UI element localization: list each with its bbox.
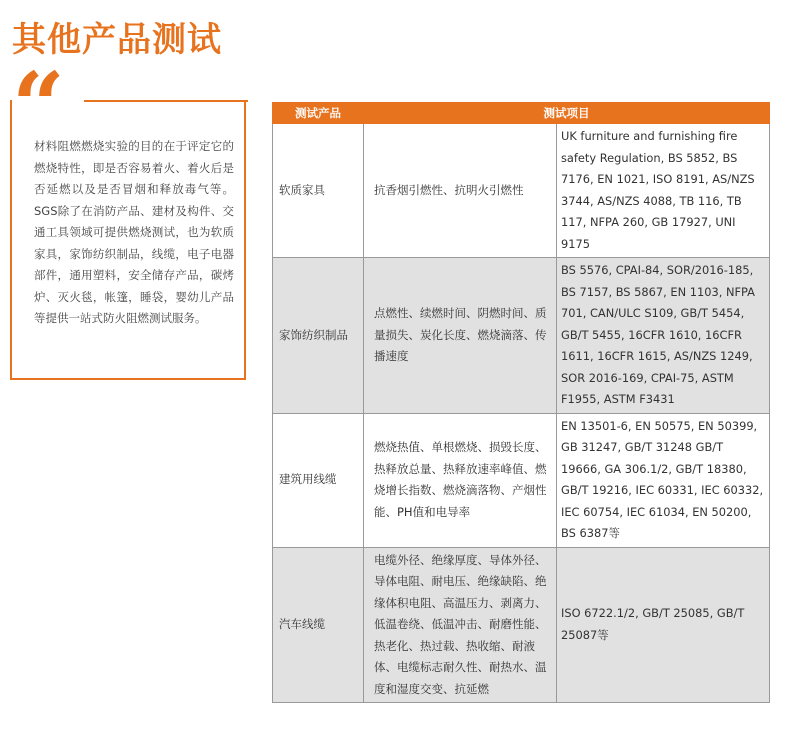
header-items: 测试项目 <box>364 103 770 124</box>
standards-cell: BS 5576, CPAI-84, SOR/2016-185, BS 7157, BS 5867, EN 1103, NFPA 701, CAN/ULC S109, GB/T 5454, GB/T 5455, 16CFR 1610, 16CFR 1611, 16CFR 1615, AS/NZS 1249, SOR 2016-169, CPAI-75, ASTM F1955, ASTM F3431 <box>557 258 770 414</box>
table-row <box>273 258 770 414</box>
quote-mark-icon: “ <box>12 60 69 152</box>
standards-cell: ISO 6722.1/2, GB/T 25085, GB/T 25087等 <box>557 547 770 703</box>
test-table <box>272 102 770 703</box>
test-items-cell: 抗香烟引燃性、抗明火引燃性 <box>364 124 557 258</box>
table-row <box>273 413 770 547</box>
product-cell: 软质家具 <box>273 124 364 258</box>
intro-box-top-border <box>84 100 248 102</box>
test-items-cell: 燃烧热值、单根燃烧、损毁长度、热释放总量、热释放速率峰值、燃烧增长指数、燃烧滴落物、产烟性能、PH值和电导率 <box>364 413 557 547</box>
product-cell: 家饰纺织制品 <box>273 258 364 414</box>
standards-cell: EN 13501-6, EN 50575, EN 50399, GB 31247, GB/T 31248 GB/T 19666, GA 306.1/2, GB/T 18380, GB/T 19216, IEC 60331, IEC 60332, IEC 60754, IEC 61034, EN 50200, BS 6387等 <box>557 413 770 547</box>
page-title: 其他产品测试 <box>12 20 222 60</box>
header-product: 测试产品 <box>273 103 364 124</box>
table-row <box>273 547 770 703</box>
test-items-cell: 电缆外径、绝缘厚度、导体外径、导体电阻、耐电压、绝缘缺陷、绝缘体积电阻、高温压力、剥离力、低温卷绕、低温冲击、耐磨性能、热老化、热过载、热收缩、耐液体、电缆标志耐久性、耐热水、温度和湿度交变、抗延燃 <box>364 547 557 703</box>
product-cell: 建筑用线缆 <box>273 413 364 547</box>
intro-text: 材料阻燃燃烧实验的目的在于评定它的燃烧特性，即是否容易着火、着火后是否延燃以及是否冒烟和释放毒气等。SGS除了在消防产品、建材及构件、交通工具领域可提供燃烧测试，也为软质家具，家饰纺织制品，线缆，电子电器部件，通用塑料，安全储存产品，碳烤炉、灭火毯，帐篷，睡袋，婴幼儿产品等提供一站式防火阻燃测试服务。 <box>34 139 234 325</box>
table-header-row <box>273 103 770 124</box>
standards-cell: UK furniture and furnishing fire safety Regulation, BS 5852, BS 7176, EN 1021, ISO 8191, AS/NZS 3744, AS/NZS 4088, TB 116, TB 117, NFPA 260, GB 17927, UNI 9175 <box>557 124 770 258</box>
product-cell: 汽车线缆 <box>273 547 364 703</box>
table-row <box>273 124 770 258</box>
test-items-cell: 点燃性、续燃时间、阴燃时间、质量损失、炭化长度、燃烧滴落、传播速度 <box>364 258 557 414</box>
